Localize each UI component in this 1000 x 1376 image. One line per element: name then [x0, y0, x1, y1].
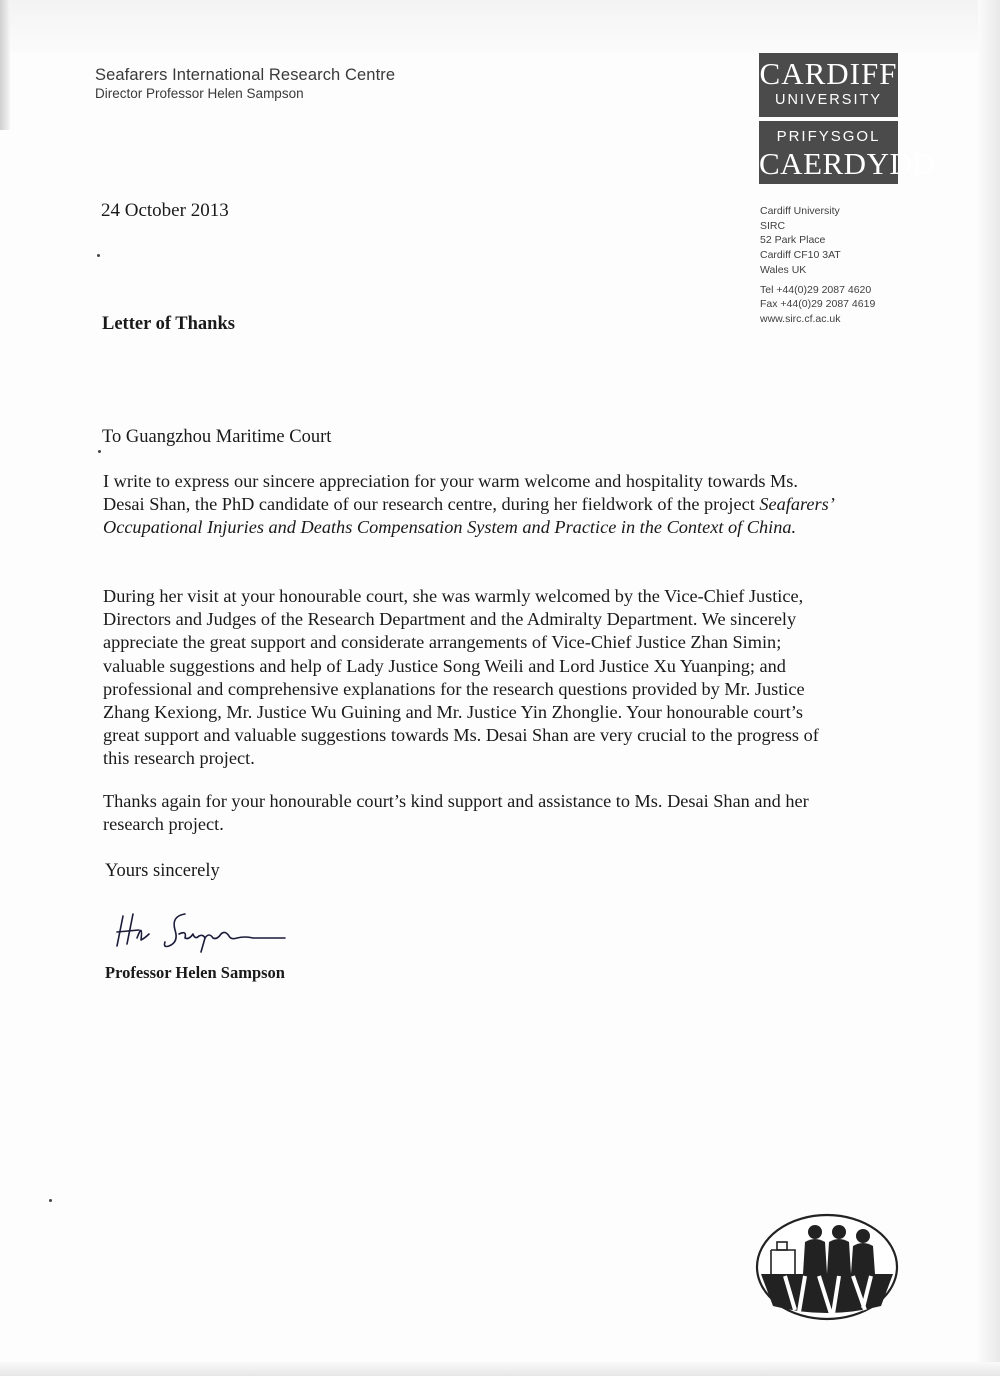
letter-salutation: To Guangzhou Maritime Court [102, 427, 332, 447]
paragraph-visit: During her visit at your honourable court, she was warmly welcomed by the Vice-Chief Justice, Directors and Judges of the Research Department and the Admiralty Department. We sincerely appreciate the great support and considerate arrangements of Vice-Chief Justice Zhan Simin; valuable suggestions and help of Lady Justice Song Weili and Lord Justice Xu Yuanping; and professional and comprehensive explanations for the research questions provided by Mr. Justice Zhang Kexiong, Mr. Justice Wu Guining and Mr. Justice Yin Zhonglie. Your honourable court’s great support and valuable suggestions towards Ms. Desai Shan are very crucial to the progress of this research project. [103, 586, 819, 769]
letter-closing: Yours sincerely [105, 861, 220, 881]
address-line: 52 Park Place [760, 234, 826, 247]
scan-shadow-bottom [0, 1362, 1000, 1376]
telephone-line: Tel +44(0)29 2087 4620 [760, 283, 872, 296]
signature-icon [113, 908, 293, 958]
organisation-name: Seafarers International Research Centre [95, 66, 396, 84]
director-line: Director Professor Helen Sampson [95, 86, 304, 101]
address-line: Cardiff CF10 3AT [760, 249, 841, 262]
address-line: Cardiff University [760, 205, 840, 217]
website-line: www.sirc.cf.ac.uk [760, 312, 841, 325]
logo-cardiff-word: CARDIFF [759, 56, 898, 91]
address-line: SIRC [760, 219, 786, 232]
scan-shadow-top [0, 0, 1000, 52]
contact-address-block [760, 204, 875, 327]
cardiff-university-logo-welsh [759, 121, 936, 184]
sirc-emblem-icon [755, 1212, 900, 1322]
letter-date: 24 October 2013 [101, 200, 229, 221]
logo-prifysgol-word: PRIFYSGOL [776, 128, 881, 145]
signer-name: Professor Helen Sampson [105, 963, 285, 982]
logo-university-word: UNIVERSITY [774, 92, 882, 108]
scan-speck [49, 1199, 52, 1202]
cardiff-university-logo-english [759, 53, 898, 117]
scan-speck [97, 254, 100, 257]
project-title: Seafarers’ Occupational Injuries and Deaths Compensation System and Practice in the Context of China. [103, 494, 833, 538]
letterhead-organisation [95, 65, 395, 102]
address-line: Wales UK [760, 263, 807, 276]
paragraph-appreciation-text: I write to express our sincere appreciation for your warm welcome and hospitality towards Ms. Desai Shan, the PhD candidate of our research centre, during her fieldwork of the project [103, 471, 798, 515]
scan-fold-left [0, 0, 10, 130]
scan-speck [98, 450, 101, 453]
letter-subject: Letter of Thanks [102, 314, 235, 334]
paragraph-thanks: Thanks again for your honourable court’s kind support and assistance to Ms. Desai Shan and her research project. [103, 791, 809, 835]
scan-shadow-right [978, 0, 1000, 1376]
logo-caerdydd-word: CAERDYDD [759, 146, 936, 181]
fax-line: Fax +44(0)29 2087 4619 [760, 298, 876, 311]
paragraph-appreciation [103, 470, 843, 540]
